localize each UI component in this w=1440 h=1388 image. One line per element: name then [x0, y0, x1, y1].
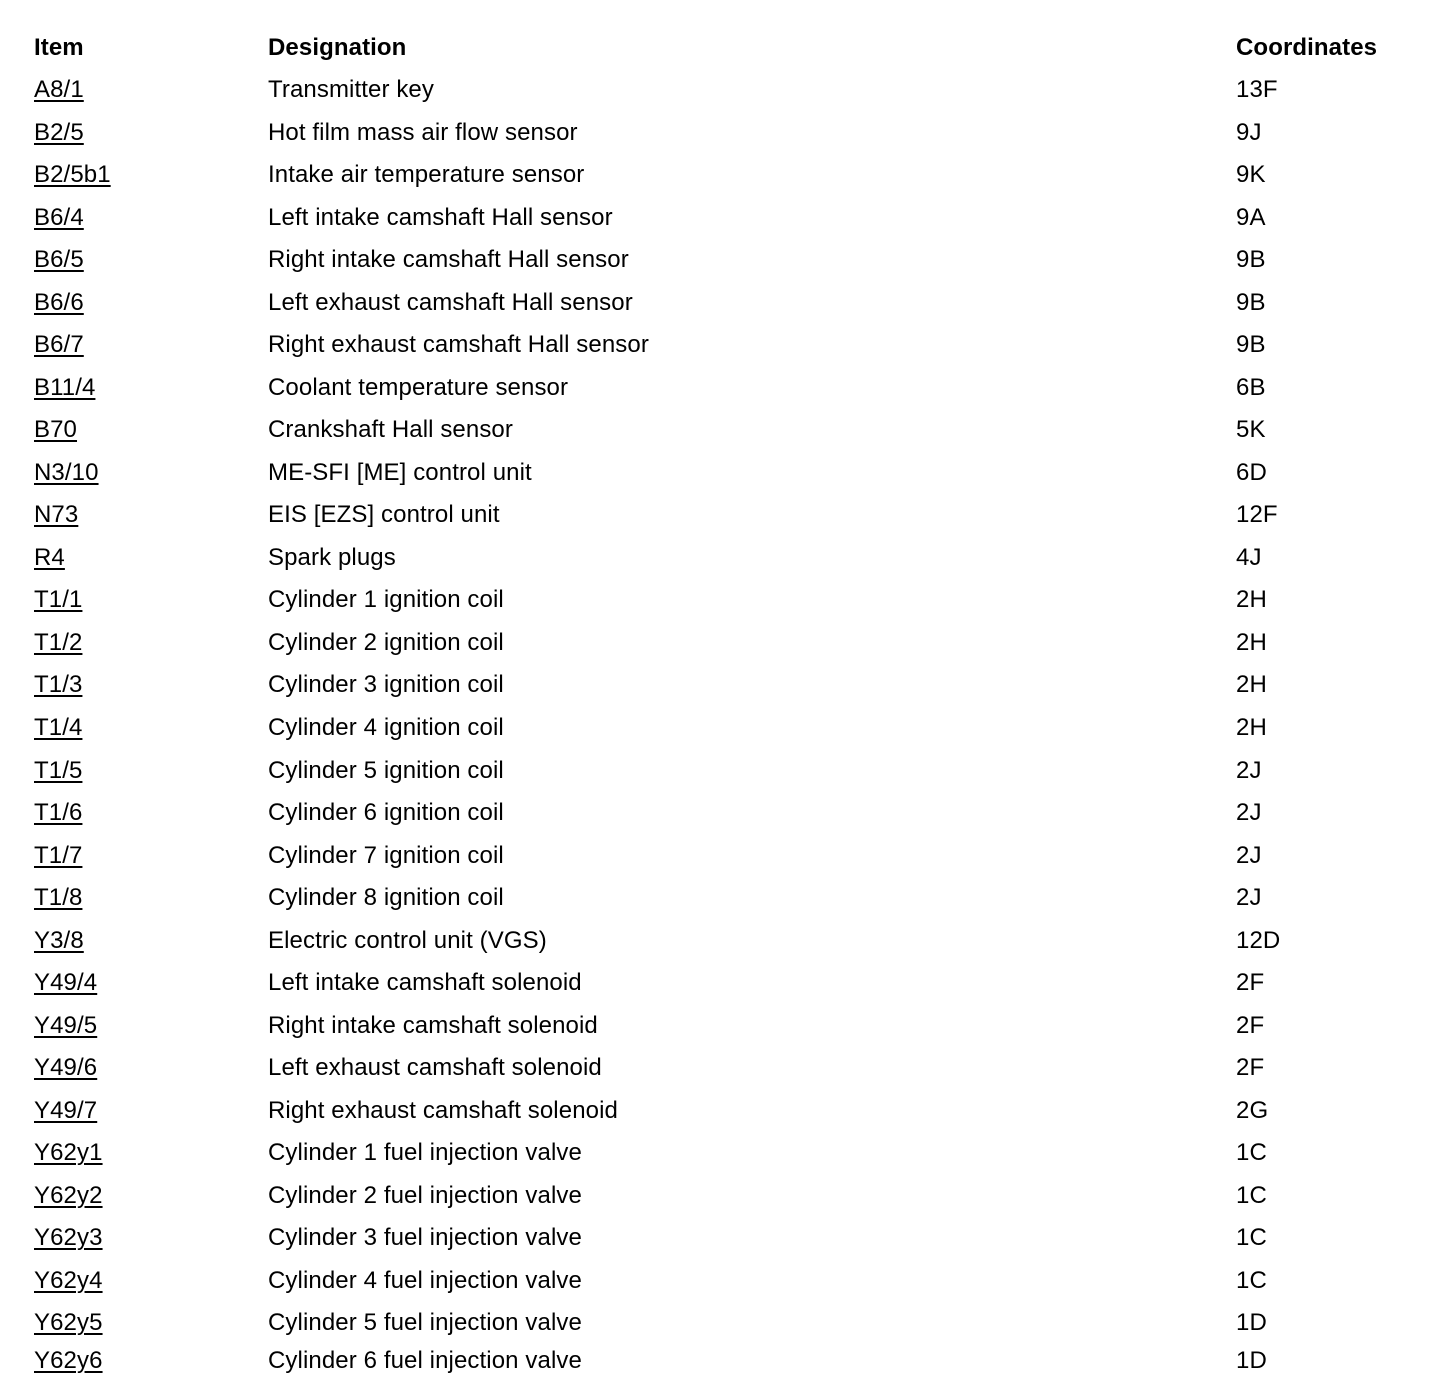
designation-cell: Cylinder 1 fuel injection valve — [268, 1139, 582, 1167]
table-row — [0, 415, 1440, 457]
item-cell — [34, 458, 99, 488]
coordinates-cell: 2H — [1236, 586, 1267, 614]
designation-cell: Crankshaft Hall sensor — [268, 416, 513, 444]
coordinates-cell: 2H — [1236, 671, 1267, 699]
coordinates-cell: 2J — [1236, 841, 1262, 869]
designation-cell: Right intake camshaft Hall sensor — [268, 246, 629, 274]
table-row — [0, 1181, 1440, 1223]
item-cell — [34, 203, 84, 233]
item-cell — [34, 245, 84, 275]
item-cell — [34, 756, 82, 786]
coordinates-cell: 1C — [1236, 1224, 1267, 1252]
item-cell — [34, 628, 82, 658]
designation-cell: Cylinder 3 ignition coil — [268, 671, 504, 699]
table-header — [0, 33, 1440, 75]
table-row — [0, 1096, 1440, 1138]
coordinates-cell: 9B — [1236, 288, 1266, 316]
coordinates-cell: 6B — [1236, 373, 1266, 401]
designation-cell: Cylinder 7 ignition coil — [268, 841, 504, 869]
table-row — [0, 160, 1440, 202]
table-row — [0, 1346, 1440, 1388]
item-link[interactable]: Y62y4 — [34, 1266, 103, 1294]
coordinates-cell: 2H — [1236, 628, 1267, 656]
coordinates-cell: 2H — [1236, 714, 1267, 741]
designation-cell: Cylinder 5 ignition coil — [268, 756, 504, 784]
designation-cell: Cylinder 5 fuel injection valve — [268, 1309, 582, 1337]
item-cell — [34, 288, 84, 318]
item-cell — [34, 968, 97, 998]
item-link[interactable]: Y3/8 — [34, 926, 84, 954]
item-link[interactable]: Y49/6 — [34, 1054, 98, 1082]
item-cell — [34, 75, 84, 105]
item-cell — [34, 670, 82, 700]
item-link[interactable]: B11/4 — [34, 373, 96, 401]
item-link[interactable]: Y62y3 — [34, 1224, 103, 1252]
item-column-header: Item — [34, 34, 84, 61]
coordinates-cell: 1C — [1236, 1139, 1267, 1167]
designation-cell: Cylinder 4 fuel injection valve — [268, 1266, 582, 1294]
coordinates-cell: 13F — [1236, 76, 1278, 103]
table-row — [0, 670, 1440, 712]
item-cell — [34, 883, 82, 913]
item-cell — [34, 1346, 103, 1376]
item-link[interactable]: Y62y1 — [34, 1139, 103, 1167]
designation-cell: EIS [EZS] control unit — [268, 501, 500, 529]
coordinates-cell: 6D — [1236, 458, 1267, 486]
item-cell — [34, 160, 111, 190]
coordinates-cell: 5K — [1236, 416, 1266, 444]
item-cell — [34, 1053, 97, 1083]
designation-cell: ME-SFI [ME] control unit — [268, 458, 532, 486]
item-link[interactable]: T1/3 — [34, 671, 83, 699]
item-link[interactable]: R4 — [34, 543, 65, 571]
coordinates-cell: 9B — [1236, 246, 1266, 274]
coordinates-cell: 9K — [1236, 161, 1266, 189]
designation-cell: Spark plugs — [268, 543, 396, 571]
coordinates-cell: 12F — [1236, 501, 1278, 529]
designation-cell: Left intake camshaft Hall sensor — [268, 203, 613, 231]
item-link[interactable]: B2/5b1 — [34, 161, 111, 189]
designation-cell: Left intake camshaft solenoid — [268, 969, 582, 997]
table-row — [0, 1138, 1440, 1180]
designation-cell: Cylinder 8 ignition coil — [268, 884, 504, 912]
designation-cell: Right exhaust camshaft Hall sensor — [268, 331, 649, 359]
designation-cell: Intake air temperature sensor — [268, 161, 585, 189]
designation-cell: Electric control unit (VGS) — [268, 926, 547, 954]
coordinates-cell: 2F — [1236, 1054, 1265, 1082]
designation-cell: Left exhaust camshaft solenoid — [268, 1054, 602, 1082]
item-link[interactable]: Y49/7 — [34, 1096, 98, 1124]
coordinates-cell: 2J — [1236, 884, 1262, 912]
item-link[interactable]: Y62y5 — [34, 1309, 103, 1337]
item-cell — [34, 713, 82, 743]
table-row — [0, 245, 1440, 287]
table-row — [0, 203, 1440, 245]
designation-cell: Cylinder 2 ignition coil — [268, 628, 504, 656]
item-cell — [34, 1181, 103, 1211]
designation-cell: Transmitter key — [268, 76, 434, 103]
coordinates-cell: 9A — [1236, 203, 1266, 231]
table-row — [0, 118, 1440, 160]
item-link[interactable]: B6/5 — [34, 246, 84, 274]
item-cell — [34, 1223, 103, 1253]
coordinates-cell: 4J — [1236, 543, 1262, 571]
table-row — [0, 458, 1440, 500]
table-row — [0, 798, 1440, 840]
item-link[interactable]: N3/10 — [34, 458, 99, 486]
item-link[interactable]: T1/6 — [34, 799, 83, 826]
item-cell — [34, 798, 82, 828]
table-row — [0, 1011, 1440, 1053]
item-link[interactable]: N73 — [34, 501, 79, 529]
item-link[interactable]: B6/7 — [34, 331, 84, 359]
coordinates-cell: 9J — [1236, 118, 1262, 146]
table-row — [0, 288, 1440, 330]
coordinates-cell: 1C — [1236, 1181, 1267, 1209]
item-cell — [34, 1096, 97, 1126]
coordinates-cell: 2J — [1236, 756, 1262, 784]
item-link[interactable]: T1/7 — [34, 841, 83, 869]
coordinates-cell: 2F — [1236, 969, 1265, 997]
table-row — [0, 926, 1440, 968]
item-cell — [34, 543, 65, 573]
table-row — [0, 543, 1440, 585]
coordinates-cell: 2J — [1236, 799, 1262, 826]
coordinates-cell: 9B — [1236, 331, 1266, 359]
item-cell — [34, 1011, 97, 1041]
item-cell — [34, 585, 82, 615]
item-link[interactable]: T1/2 — [34, 628, 83, 656]
item-cell — [34, 1266, 103, 1296]
designation-cell: Right exhaust camshaft solenoid — [268, 1096, 618, 1124]
table-row — [0, 1223, 1440, 1265]
designation-cell: Hot film mass air flow sensor — [268, 118, 578, 146]
item-cell — [34, 926, 84, 956]
coordinates-column-header: Coordinates — [1236, 34, 1378, 61]
item-link[interactable]: T1/8 — [34, 884, 83, 912]
designation-cell: Cylinder 3 fuel injection valve — [268, 1224, 582, 1252]
item-link[interactable]: B6/4 — [34, 203, 84, 231]
table-row — [0, 585, 1440, 627]
designation-column-header: Designation — [268, 34, 407, 61]
table-row — [0, 373, 1440, 415]
item-link[interactable]: A8/1 — [34, 76, 84, 103]
item-link[interactable]: Y49/5 — [34, 1011, 98, 1039]
designation-cell: Right intake camshaft solenoid — [268, 1011, 598, 1039]
item-cell — [34, 415, 77, 445]
designation-cell: Cylinder 6 fuel injection valve — [268, 1347, 582, 1374]
table-row — [0, 1308, 1440, 1350]
designation-cell: Cylinder 1 ignition coil — [268, 586, 504, 614]
item-cell — [34, 373, 95, 403]
item-cell — [34, 1308, 103, 1338]
coordinates-cell: 2F — [1236, 1011, 1265, 1039]
table-row — [0, 756, 1440, 798]
item-cell — [34, 1138, 103, 1168]
item-cell — [34, 841, 82, 871]
item-link[interactable]: Y62y2 — [34, 1181, 103, 1209]
designation-cell: Cylinder 2 fuel injection valve — [268, 1181, 582, 1209]
table-row — [0, 628, 1440, 670]
table-row — [0, 75, 1440, 117]
table-row — [0, 883, 1440, 925]
table-row — [0, 968, 1440, 1010]
item-cell — [34, 330, 84, 360]
item-link[interactable]: B2/5 — [34, 118, 84, 146]
item-link[interactable]: T1/5 — [34, 756, 83, 784]
table-row — [0, 1053, 1440, 1095]
coordinates-cell: 1D — [1236, 1309, 1267, 1337]
coordinates-cell: 2G — [1236, 1096, 1269, 1124]
table-row — [0, 713, 1440, 755]
item-cell — [34, 118, 84, 148]
table-row — [0, 1266, 1440, 1308]
coordinates-cell: 12D — [1236, 926, 1281, 954]
item-link[interactable]: Y62y6 — [34, 1347, 103, 1374]
designation-cell: Left exhaust camshaft Hall sensor — [268, 288, 633, 316]
designation-cell: Coolant temperature sensor — [268, 373, 569, 401]
item-link[interactable]: T1/1 — [34, 586, 83, 614]
designation-cell: Cylinder 6 ignition coil — [268, 799, 504, 826]
item-link[interactable]: Y49/4 — [34, 969, 98, 997]
table-row — [0, 500, 1440, 542]
coordinates-cell: 1D — [1236, 1347, 1267, 1374]
item-link[interactable]: B70 — [34, 416, 78, 444]
table-row — [0, 330, 1440, 372]
item-cell — [34, 500, 78, 530]
table-row — [0, 841, 1440, 883]
item-link[interactable]: T1/4 — [34, 714, 83, 741]
item-link[interactable]: B6/6 — [34, 288, 84, 316]
designation-cell: Cylinder 4 ignition coil — [268, 714, 504, 741]
coordinates-cell: 1C — [1236, 1266, 1267, 1294]
